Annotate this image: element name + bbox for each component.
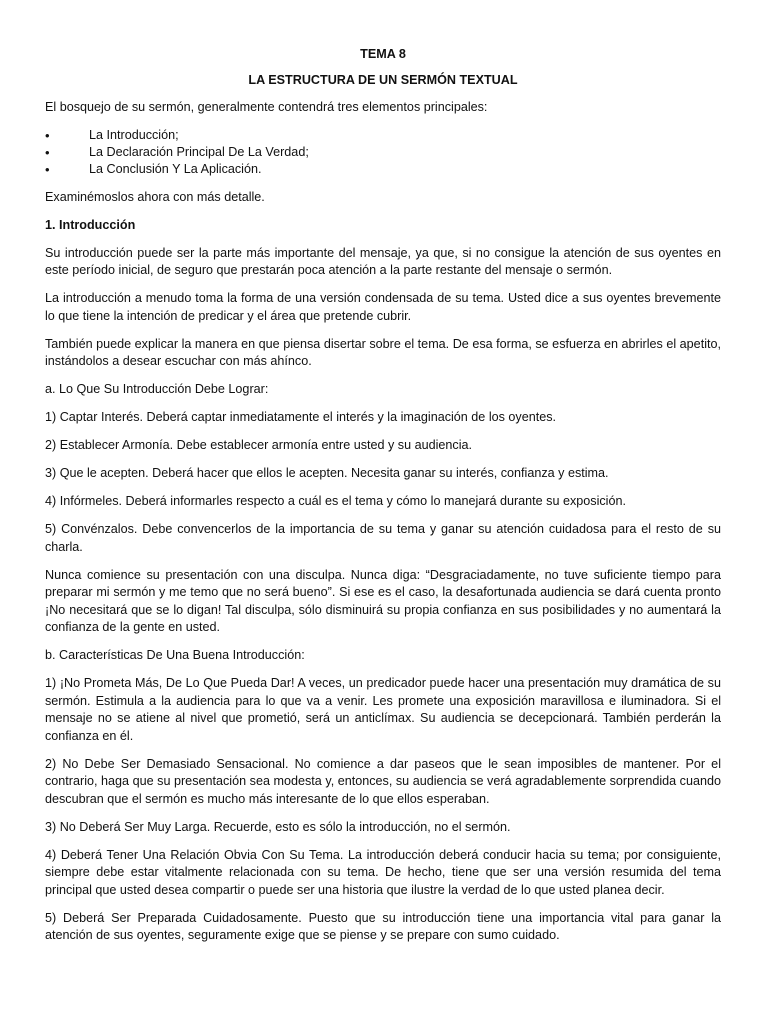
subsection-heading: b. Características De Una Buena Introducción: xyxy=(45,648,305,662)
paragraph: 1) Captar Interés. Deberá captar inmediatamente el interés y la imaginación de los oyentes. xyxy=(45,410,557,424)
document-page xyxy=(45,46,721,955)
paragraph: 4) Infórmeles. Deberá informarles respecto a cuál es el tema y cómo lo manejará durante su exposición. xyxy=(45,494,626,508)
list-item xyxy=(45,161,721,178)
section-heading: 1. Introducción xyxy=(45,217,136,232)
list-item-text: La Declaración Principal De La Verdad; xyxy=(89,145,309,159)
list-item-text: La Conclusión Y La Aplicación. xyxy=(89,162,262,176)
paragraph: La introducción a menudo toma la forma de una versión condensada de su tema. Usted dice a sus oyentes brevemente lo que tiene la intención de predicar y el área que pretende cubrir. xyxy=(45,291,721,323)
document-subtitle: LA ESTRUCTURA DE UN SERMÓN TEXTUAL xyxy=(248,72,518,87)
paragraph: Su introducción puede ser la parte más importante del mensaje, ya que, si no consigue la atención de sus oyentes en este período inicial, de seguro que prestarán poca atención a la parte restante del mensaje o sermón. xyxy=(45,245,721,277)
bullet-icon: • xyxy=(45,162,50,177)
document-title: TEMA 8 xyxy=(360,47,406,61)
list-item xyxy=(45,127,721,144)
paragraph: 5) Convénzalos. Debe convencerlos de la importancia de su tema y ganar su atención cuidadosa para el resto de su charla. xyxy=(45,522,721,554)
bullet-list xyxy=(45,127,721,178)
intro-paragraph: El bosquejo de su sermón, generalmente contendrá tres elementos principales: xyxy=(45,100,488,114)
paragraph: 2) No Debe Ser Demasiado Sensacional. No comience a dar paseos que le sean imposibles de mantener. Por el contrario, haga que su presentación sea modesta y, entonces, su audiencia se verá agradablemente sorprendida cuando descubran que el sermón es mucho más interesante de lo que ellos esperaban. xyxy=(45,756,721,806)
paragraph: 3) No Deberá Ser Muy Larga. Recuerde, esto es sólo la introducción, no el sermón. xyxy=(45,819,511,834)
list-item xyxy=(45,144,721,161)
paragraph: 3) Que le acepten. Deberá hacer que ellos le acepten. Necesita ganar su interés, confianza y estima. xyxy=(45,466,609,480)
examine-paragraph: Examinémoslos ahora con más detalle. xyxy=(45,189,265,204)
paragraph: Nunca comience su presentación con una disculpa. Nunca diga: “Desgraciadamente, no tuve suficiente tiempo para preparar mi sermón y me temo que no será bueno”. Si ese es el caso, la desafortunada audiencia se dará cuenta pronto ¡No necesitará que se lo digan! Tal disculpa, sólo disminuirá su propia confianza en sus posibilidades y no aumentará la confianza de la gente en usted. xyxy=(45,567,721,634)
paragraph: 2) Establecer Armonía. Debe establecer armonía entre usted y su audiencia. xyxy=(45,438,473,452)
paragraph: 5) Deberá Ser Preparada Cuidadosamente. Puesto que su introducción tiene una importancia vital para ganar la atención de sus oyentes, seguramente exige que se piense y se prepare con sumo cuidado. xyxy=(45,910,721,942)
paragraph: 1) ¡No Prometa Más, De Lo Que Pueda Dar! A veces, un predicador puede hacer una presentación muy dramática de su sermón. Estimula a la audiencia para lo que va a venir. Les promete una exposición maravillosa e iluminadora. Si el mensaje no se atiene al nivel que prometió, será un anticlímax. Su audiencia se decepcionará. También perderán la confianza en él. xyxy=(45,676,721,743)
paragraph: También puede explicar la manera en que piensa disertar sobre el tema. De esa forma, se esfuerza en abrirles el apetito, instándolos a desear escuchar con más ahínco. xyxy=(45,336,721,368)
subsection-heading: a. Lo Que Su Introducción Debe Lograr: xyxy=(45,382,269,396)
bullet-icon: • xyxy=(45,128,50,143)
list-item-text: La Introducción; xyxy=(89,128,179,142)
bullet-icon: • xyxy=(45,145,50,160)
paragraph: 4) Deberá Tener Una Relación Obvia Con Su Tema. La introducción deberá conducir hacia su tema; por consiguiente, siempre debe estar vitalmente relacionada con su tema. De hecho, tiene que ser una versión resumida del tema principal que usted desea compartir o puede ser una historia que ilustre la verdad de lo que usted planea decir. xyxy=(45,847,721,897)
